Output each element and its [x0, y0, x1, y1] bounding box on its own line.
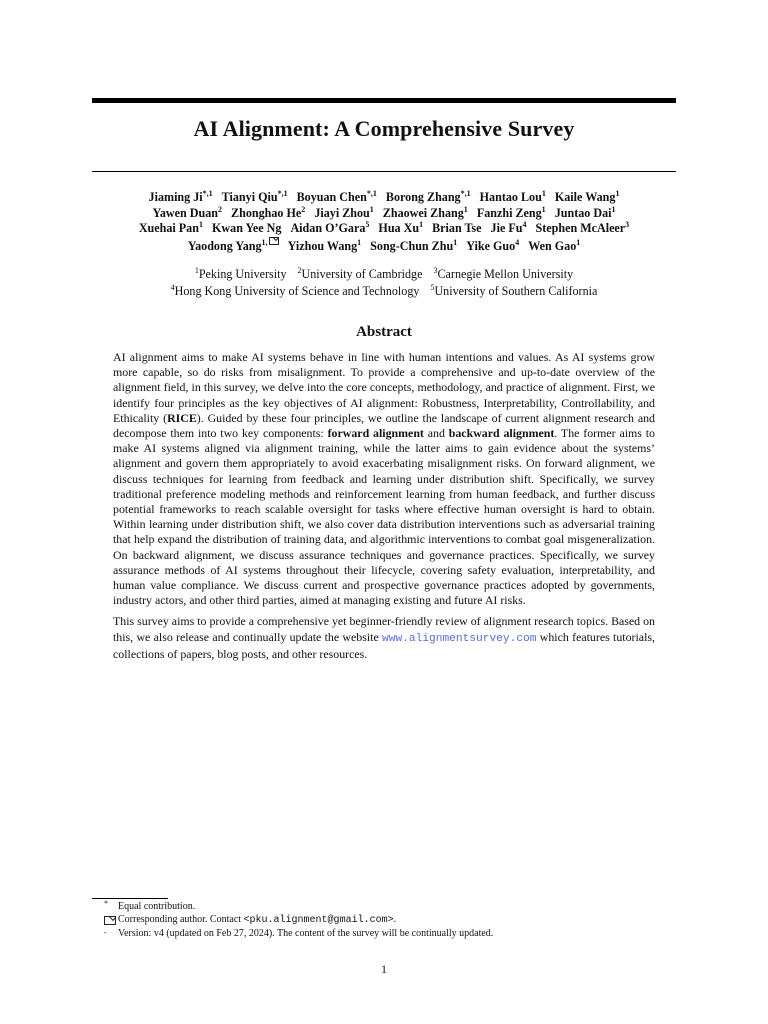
- affiliation: $^2$University of Cambridge: [297, 265, 423, 281]
- abstract-heading: Abstract: [356, 324, 412, 340]
- author: Song-Chun Zhu$^1$: [370, 237, 458, 253]
- author: Jiaming $Ji^{*,1}$: [148, 188, 213, 204]
- author: Brian Tse: [432, 221, 482, 236]
- affiliation: $^1$Peking University: [194, 265, 287, 281]
- author: Juntao Dai$^1$: [554, 204, 616, 220]
- author-corresponding: Yaodong Yang$^{1,}$: [188, 239, 279, 253]
- author: Hantao Lou$^1$: [479, 188, 546, 204]
- author-list: [92, 190, 676, 254]
- author: Stephen McAleer$^3$: [535, 220, 630, 236]
- author: Tianyi Qiu$^{*,1}$: [221, 188, 288, 204]
- abstract-paragraph-2: This survey aims to provide a comprehensive yet beginner-friendly review of alignment research topics. Based on this, we also release and continually update the website www.alignmentsurvey.com which features tutorials, collections of papers, blog posts, and other resources.: [113, 614, 655, 661]
- affiliation-line-1: [92, 266, 676, 283]
- abstract-body: [113, 350, 655, 668]
- title-top-rule: [92, 98, 676, 103]
- affiliation-list: [92, 266, 676, 299]
- author: Yizhou Wang$^1$: [287, 237, 362, 253]
- author: Zhonghao He$^2$: [231, 204, 306, 220]
- author: Kwan Yee Ng: [212, 221, 282, 236]
- author-line-3: [92, 221, 676, 237]
- abstract-paragraph-1: AI alignment aims to make AI systems behave in line with human intentions and values. As AI systems grow more capable, so do risks from misalignment. To provide a comprehensive and up-to-date overview of the alignment field, in this survey, we delve into the core concepts, methodology, and practice of alignment. First, we identify four principles as the key objectives of AI alignment: Robustness, Interpretability, Controllability, and Ethicality (RICE). Guided by these four principles, we outline the landscape of current alignment research and decompose them into two key components: forward alignment and backward alignment. The former aims to make AI systems aligned via alignment training, while the latter aims to gain evidence about the systems’ alignment and govern them appropriately to avoid exacerbating misalignment risks. On forward alignment, we discuss techniques for learning from feedback and learning under distribution shift. Specifically, we survey traditional preference modeling methods and reinforcement learning from human feedback, and further discuss potential frameworks to reach scalable oversight for tasks where effective human oversight is hard to obtain. Within learning under distribution shift, we also cover data distribution interventions such as adversarial training that help expand the distribution of training data, and algorithmic interventions to combat goal misgeneralization. On backward alignment, we discuss assurance techniques and governance practices. Specifically, we survey assurance methods of AI systems throughout their lifecycle, covering safety evaluation, interpretability, and human value compliance. We discuss current and prospective governance practices adopted by governments, industry actors, and other third parties, aimed at managing existing and future AI risks.: [113, 350, 655, 608]
- footnote-corresponding: Corresponding author. Contact <pku.alignment@gmail.com>.: [118, 913, 678, 927]
- author: Zhaowei Zhang$^1$: [382, 204, 468, 220]
- author: Aidan O’Gara$^5$: [290, 220, 370, 236]
- page-number: 1: [381, 962, 387, 976]
- footnotes: [104, 899, 678, 940]
- affiliation-line-2: [92, 283, 676, 300]
- envelope-icon: [269, 237, 279, 245]
- author: Jie Fu$^4$: [490, 220, 527, 236]
- footnote-version: - Version: v4 (updated on Feb 27, 2024). The content of the survey will be continually updated.: [104, 928, 494, 939]
- author: Xuehai Pan$^1$: [138, 220, 203, 236]
- author-line-2: [92, 206, 676, 222]
- envelope-icon: [104, 916, 116, 925]
- author: Borong Zhang$^{*,1}$: [385, 188, 471, 204]
- affiliation: $^5$University of Southern California: [430, 282, 598, 298]
- author-line-1: [92, 190, 676, 206]
- author: Wen Gao$^1$: [528, 237, 581, 253]
- author: Jiayi Zhou$^1$: [314, 204, 374, 220]
- author: Hua Xu$^1$: [378, 220, 424, 236]
- author: Kaile Wang$^1$: [554, 188, 620, 204]
- author: Yawen Duan$^2$: [152, 204, 223, 220]
- author: Yike Guo$^4$: [466, 237, 520, 253]
- footnote-equal-contribution: * Equal contribution.: [104, 899, 196, 912]
- title-bottom-rule: [92, 171, 676, 172]
- author: Fanzhi Zeng$^1$: [476, 204, 546, 220]
- author-line-4: [92, 237, 676, 255]
- affiliation: $^4$Hong Kong University of Science and Technology: [170, 282, 420, 298]
- paper-title: AI Alignment: A Comprehensive Survey: [193, 116, 575, 141]
- affiliation: $^3$Carnegie Mellon University: [433, 265, 574, 281]
- contact-email[interactable]: <pku.alignment@gmail.com>: [243, 915, 394, 926]
- author: Boyuan Chen$^{*,1}$: [296, 188, 377, 204]
- website-link[interactable]: www.alignmentsurvey.com: [382, 632, 537, 645]
